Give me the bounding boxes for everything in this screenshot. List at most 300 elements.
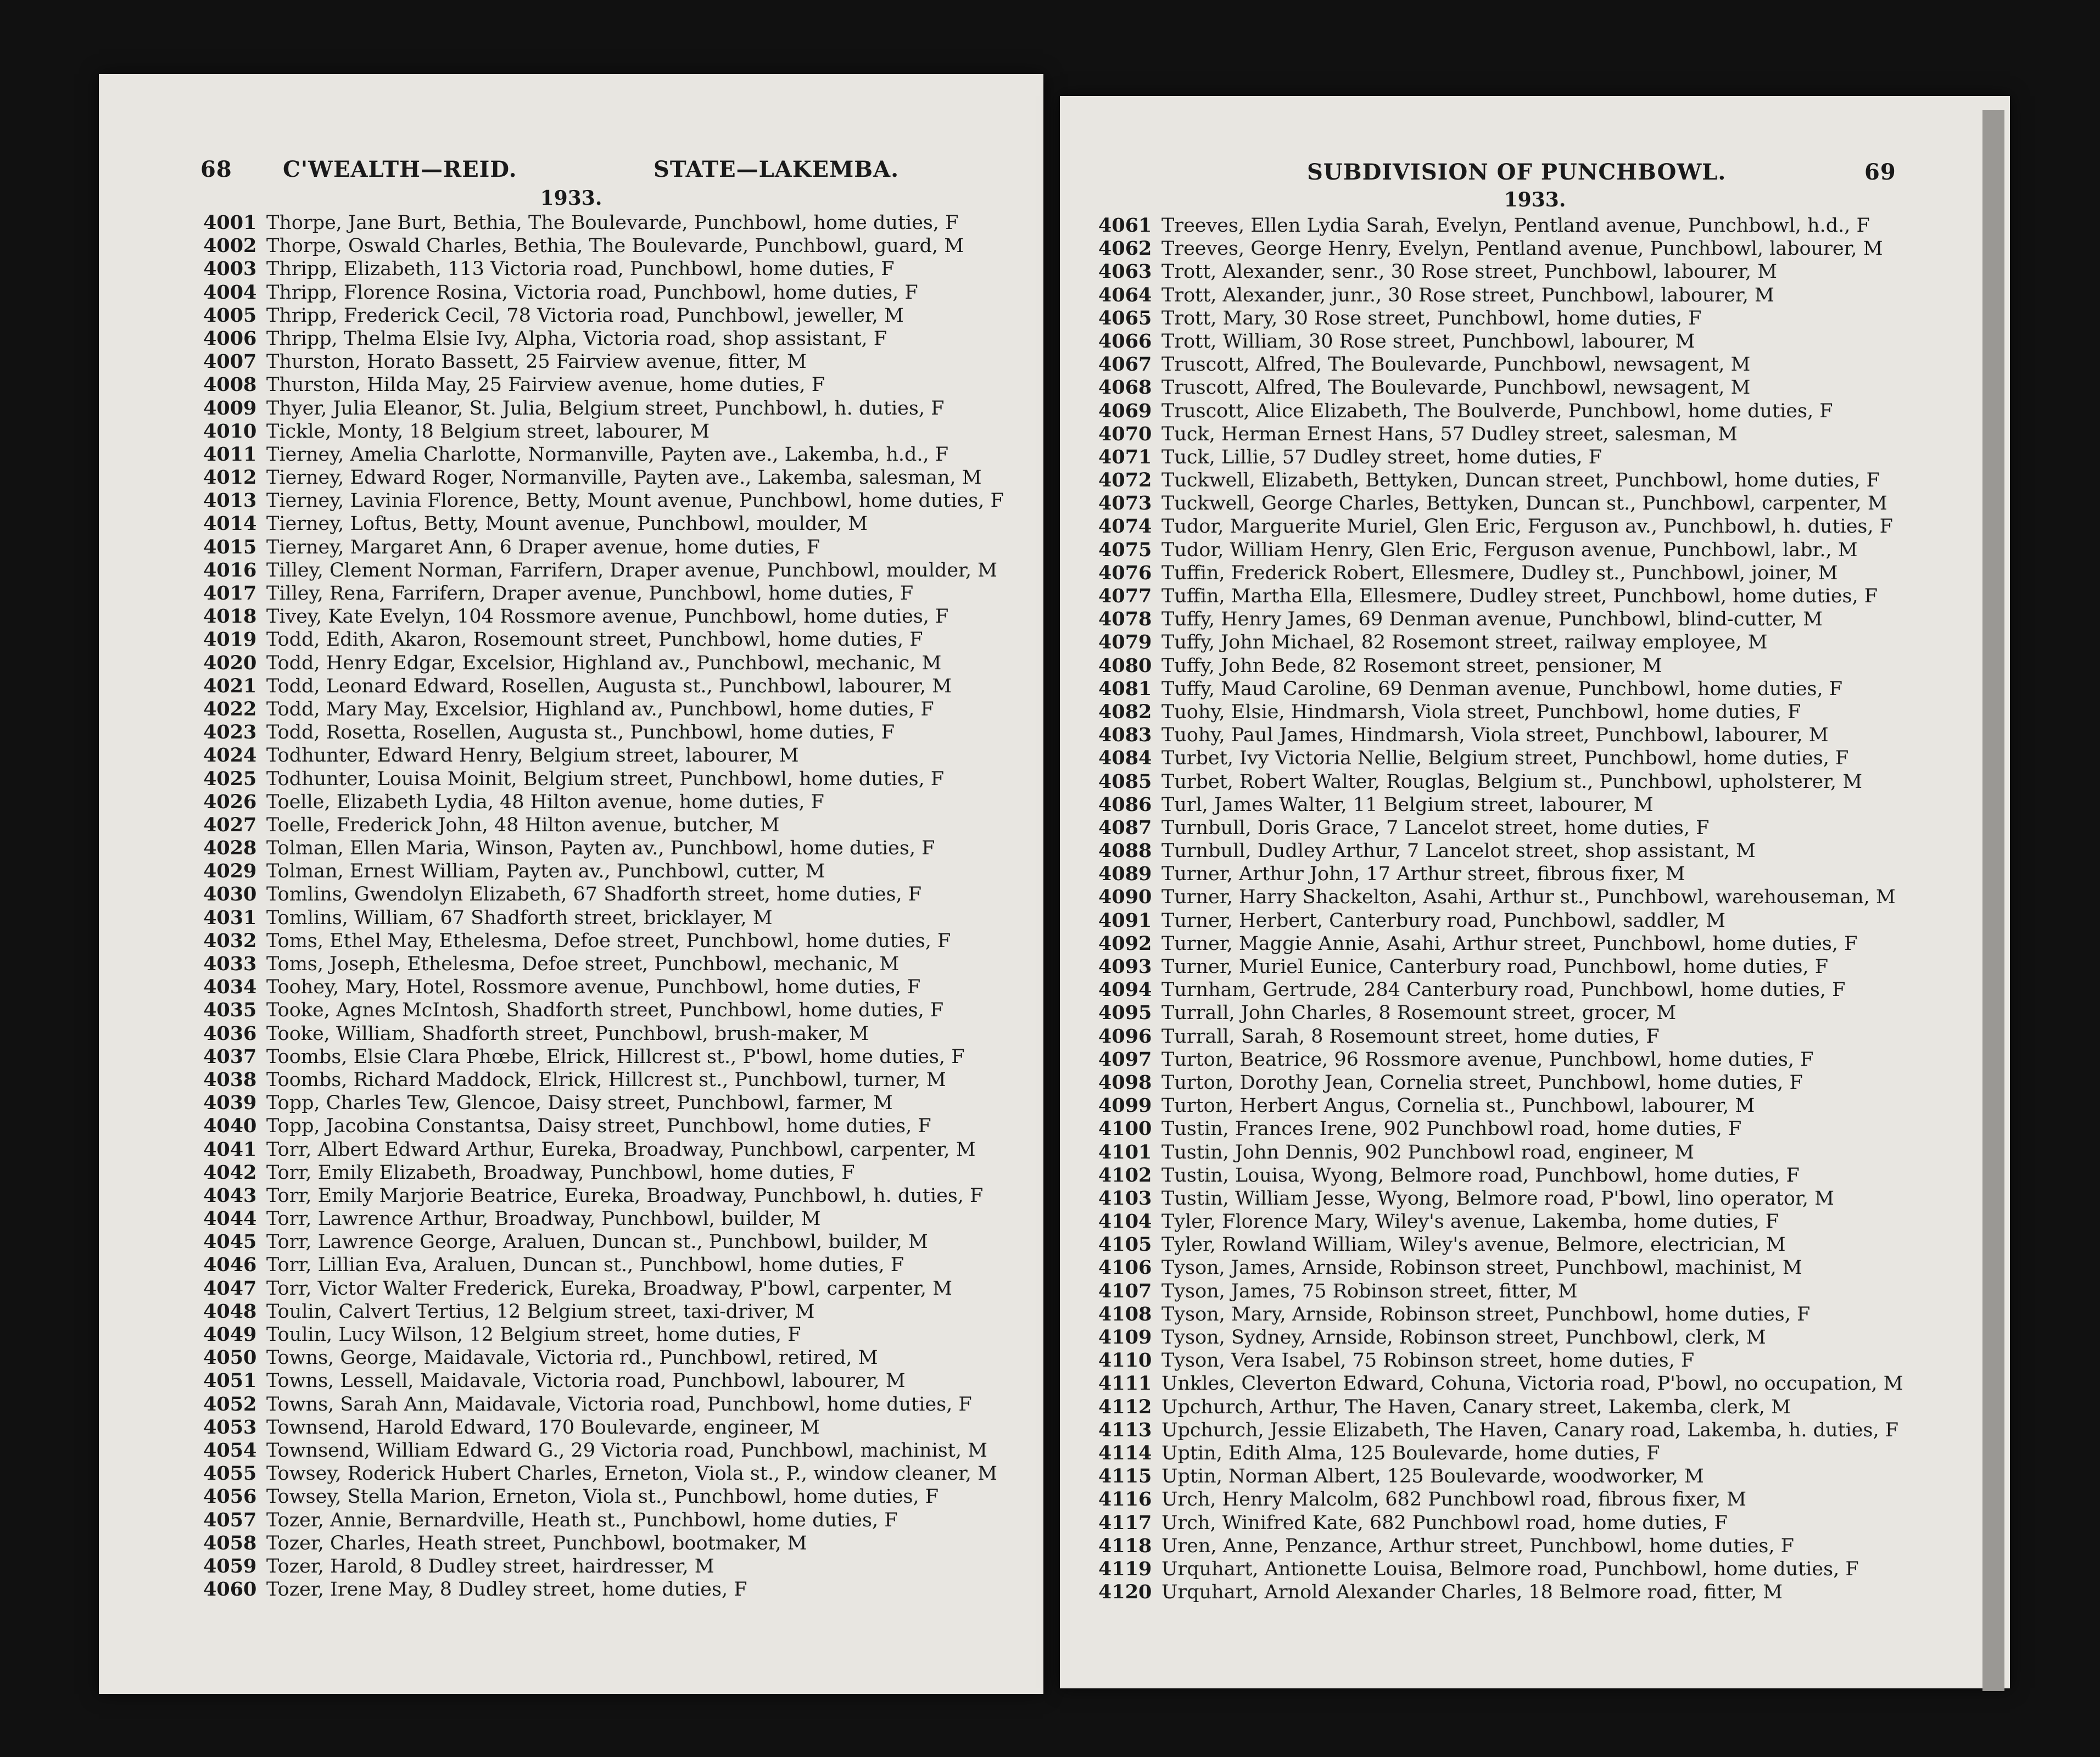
list-item — [1098, 1210, 1999, 1233]
entry-number: 4043 — [203, 1184, 257, 1207]
list-item — [203, 512, 1019, 535]
entry-text: Tozer, Charles, Heath street, Punchbowl, bootmaker, M — [266, 1532, 807, 1554]
entry-number: 4055 — [203, 1462, 257, 1485]
list-item — [1098, 1094, 1999, 1117]
entry-number: 4053 — [203, 1415, 257, 1439]
entry-text: Tuffin, Frederick Robert, Ellesmere, Dudley st., Punchbowl, joiner, M — [1161, 562, 1838, 584]
entry-number: 4056 — [203, 1485, 257, 1508]
list-item — [203, 1300, 1019, 1323]
entry-text: Tolman, Ernest William, Payten av., Punchbowl, cutter, M — [266, 860, 825, 883]
entry-number: 4027 — [203, 813, 257, 836]
entry-number: 4069 — [1098, 399, 1152, 422]
entry-number: 4022 — [203, 697, 257, 720]
list-item — [1098, 1372, 1999, 1395]
list-item — [1098, 1419, 1999, 1442]
entry-text: Thorpe, Jane Burt, Bethia, The Boulevarde, Punchbowl, home duties, F — [266, 212, 959, 234]
list-item — [203, 907, 1019, 930]
list-item — [1098, 214, 1999, 237]
list-item — [1098, 1280, 1999, 1303]
list-item — [203, 234, 1019, 258]
list-item — [203, 930, 1019, 953]
entry-number: 4109 — [1098, 1326, 1152, 1348]
entry-number: 4083 — [1098, 724, 1152, 747]
list-item — [1098, 1535, 1999, 1558]
entry-text: Tierney, Lavinia Florence, Betty, Mount avenue, Punchbowl, home duties, F — [266, 490, 1004, 512]
list-item — [203, 304, 1019, 327]
list-item — [203, 1115, 1019, 1138]
entry-number: 4072 — [1098, 469, 1152, 492]
entry-text: Thurston, Hilda May, 25 Fairview avenue, home duties, F — [266, 374, 825, 396]
list-item — [1098, 376, 1999, 399]
list-item — [203, 1068, 1019, 1092]
header-right: STATE—LAKEMBA. — [654, 156, 900, 182]
entry-text: Tyson, James, 75 Robinson street, fitter, M — [1161, 1280, 1578, 1302]
entry-text: Toohey, Mary, Hotel, Rossmore avenue, Punchbowl, home duties, F — [266, 976, 921, 999]
entry-text: Townsend, William Edward G., 29 Victoria road, Punchbowl, machinist, M — [266, 1439, 987, 1462]
entry-text: Torr, Albert Edward Arthur, Eureka, Broadway, Punchbowl, carpenter, M — [266, 1138, 976, 1161]
entry-number: 4054 — [203, 1439, 257, 1462]
list-item — [203, 1369, 1019, 1392]
list-item — [1098, 1233, 1999, 1256]
entry-text: Urquhart, Antionette Louisa, Belmore road, Punchbowl, home duties, F — [1161, 1558, 1859, 1580]
list-item — [203, 536, 1019, 559]
entry-text: Thripp, Frederick Cecil, 78 Victoria road, Punchbowl, jeweller, M — [266, 304, 904, 327]
entry-number: 4082 — [1098, 700, 1152, 723]
entry-number: 4080 — [1098, 654, 1152, 677]
entry-number: 4119 — [1098, 1557, 1152, 1580]
list-item — [1098, 1071, 1999, 1094]
entry-text: Tomlins, Gwendolyn Elizabeth, 67 Shadforth street, home duties, F — [266, 883, 922, 906]
entry-number: 4079 — [1098, 631, 1152, 654]
entry-text: Trott, William, 30 Rose street, Punchbowl, labourer, M — [1161, 330, 1695, 352]
entry-number: 4081 — [1098, 677, 1152, 700]
entry-number: 4034 — [203, 976, 257, 999]
entry-text: Todhunter, Louisa Moinit, Belgium street, Punchbowl, home duties, F — [266, 768, 945, 790]
entry-text: Trott, Mary, 30 Rose street, Punchbowl, home duties, F — [1161, 307, 1702, 329]
entry-number: 4073 — [1098, 492, 1152, 515]
entry-text: Tyler, Florence Mary, Wiley's avenue, Lakemba, home duties, F — [1161, 1211, 1779, 1233]
entry-number: 4075 — [1098, 538, 1152, 561]
list-item — [1098, 1512, 1999, 1535]
header-center: SUBDIVISION OF PUNCHBOWL. — [1307, 159, 1727, 185]
list-item — [1098, 515, 1999, 538]
list-item — [203, 768, 1019, 791]
list-item — [203, 420, 1019, 443]
list-item — [203, 489, 1019, 512]
entry-number: 4070 — [1098, 422, 1152, 445]
entry-text: Tuckwell, Elizabeth, Bettyken, Duncan street, Punchbowl, home duties, F — [1161, 469, 1880, 492]
entry-text: Toelle, Frederick John, 48 Hilton avenue, butcher, M — [266, 814, 780, 836]
list-item — [203, 1485, 1019, 1508]
entry-text: Todhunter, Edward Henry, Belgium street, labourer, M — [266, 745, 799, 767]
entry-number: 4016 — [203, 558, 257, 581]
entry-text: Turrall, John Charles, 8 Rosemount street, grocer, M — [1161, 1002, 1677, 1025]
entry-number: 4091 — [1098, 909, 1152, 932]
list-item — [1098, 469, 1999, 492]
list-item — [203, 1323, 1019, 1346]
entry-text: Tyson, Mary, Arnside, Robinson street, Punchbowl, home duties, F — [1161, 1303, 1811, 1325]
entry-text: Turton, Beatrice, 96 Rossmore avenue, Punchbowl, home duties, F — [1161, 1048, 1814, 1071]
entry-text: Tooke, Agnes McIntosh, Shadforth street, Punchbowl, home duties, F — [266, 999, 944, 1022]
entry-text: Tustin, Frances Irene, 902 Punchbowl road, home duties, F — [1161, 1118, 1742, 1140]
entry-number: 4107 — [1098, 1279, 1152, 1302]
entry-number: 4013 — [203, 489, 257, 512]
entry-text: Thyer, Julia Eleanor, St. Julia, Belgium street, Punchbowl, h. duties, F — [266, 397, 945, 419]
list-item — [1098, 423, 1999, 446]
entry-number: 4062 — [1098, 237, 1152, 260]
entry-number: 4078 — [1098, 608, 1152, 631]
entry-text: Truscott, Alfred, The Boulevarde, Punchbowl, newsagent, M — [1161, 354, 1751, 376]
list-item — [203, 698, 1019, 721]
list-item — [203, 397, 1019, 420]
entry-number: 4030 — [203, 883, 257, 906]
entry-text: Trott, Alexander, senr., 30 Rose street, Punchbowl, labourer, M — [1161, 261, 1778, 283]
entry-number: 4087 — [1098, 816, 1152, 839]
entry-text: Treeves, George Henry, Evelyn, Pentland avenue, Punchbowl, labourer, M — [1161, 238, 1883, 260]
entry-text: Uren, Anne, Penzance, Arthur street, Punchbowl, home duties, F — [1161, 1535, 1794, 1557]
entry-number: 4103 — [1098, 1187, 1152, 1210]
list-item — [1098, 1558, 1999, 1581]
entry-text: Tuohy, Paul James, Hindmarsh, Viola street, Punchbowl, labourer, M — [1161, 724, 1829, 747]
entry-text: Topp, Jacobina Constantsa, Daisy street, Punchbowl, home duties, F — [266, 1115, 931, 1138]
entry-text: Turner, Harry Shackelton, Asahi, Arthur st., Punchbowl, warehouseman, M — [1161, 886, 1896, 909]
entry-text: Tierney, Margaret Ann, 6 Draper avenue, home duties, F — [266, 536, 820, 558]
entry-text: Uptin, Norman Albert, 125 Boulevarde, woodworker, M — [1161, 1465, 1704, 1488]
entry-number: 4051 — [203, 1369, 257, 1392]
list-item — [1098, 585, 1999, 608]
list-item — [203, 744, 1019, 767]
entry-text: Truscott, Alice Elizabeth, The Boulverde, Punchbowl, home duties, F — [1161, 400, 1833, 422]
list-item — [1098, 840, 1999, 863]
entry-text: Tustin, John Dennis, 902 Punchbowl road, engineer, M — [1161, 1141, 1695, 1163]
list-item — [1098, 816, 1999, 840]
entry-text: Torr, Lawrence Arthur, Broadway, Punchbowl, builder, M — [266, 1208, 821, 1230]
list-item — [1098, 1001, 1999, 1025]
list-item — [203, 1230, 1019, 1254]
entry-number: 4047 — [203, 1277, 257, 1300]
entry-text: Tolman, Ellen Maria, Winson, Payten av., Punchbowl, home duties, F — [266, 837, 935, 860]
entry-text: Urquhart, Arnold Alexander Charles, 18 Belmore road, fitter, M — [1161, 1581, 1783, 1604]
entry-number: 4019 — [203, 628, 257, 651]
list-item — [203, 1509, 1019, 1532]
list-item — [203, 373, 1019, 396]
entry-text: Turnbull, Dudley Arthur, 7 Lancelot street, shop assistant, M — [1161, 840, 1756, 863]
list-item — [1098, 1488, 1999, 1511]
list-item — [1098, 978, 1999, 1001]
list-item — [1098, 492, 1999, 515]
list-item — [203, 976, 1019, 999]
list-item — [203, 327, 1019, 350]
entry-number: 4006 — [203, 327, 257, 350]
list-item — [1098, 1349, 1999, 1372]
list-item — [1098, 400, 1999, 423]
left-page — [99, 74, 1043, 1694]
list-item — [1098, 678, 1999, 701]
entry-text: Towns, Lessell, Maidavale, Victoria road, Punchbowl, labourer, M — [266, 1370, 906, 1392]
list-item — [1098, 562, 1999, 585]
list-item — [203, 443, 1019, 466]
entry-text: Treeves, Ellen Lydia Sarah, Evelyn, Pentland avenue, Punchbowl, h.d., F — [1161, 215, 1870, 237]
entry-number: 4061 — [1098, 214, 1152, 237]
list-item — [203, 1462, 1019, 1485]
list-item — [1098, 654, 1999, 678]
entry-text: Towns, George, Maidavale, Victoria rd., Punchbowl, retired, M — [266, 1347, 878, 1369]
entry-number: 4098 — [1098, 1071, 1152, 1094]
list-item — [203, 1416, 1019, 1439]
entry-text: Thorpe, Oswald Charles, Bethia, The Boulevarde, Punchbowl, guard, M — [266, 235, 964, 258]
entry-number: 4100 — [1098, 1117, 1152, 1140]
list-item — [203, 628, 1019, 651]
list-item — [203, 258, 1019, 281]
list-item — [203, 860, 1019, 883]
page-number: 69 — [1864, 159, 1896, 185]
entry-number: 4099 — [1098, 1094, 1152, 1117]
entry-text: Towns, Sarah Ann, Maidavale, Victoria road, Punchbowl, home duties, F — [266, 1393, 972, 1415]
list-item — [1098, 1141, 1999, 1164]
list-item — [203, 559, 1019, 582]
entry-text: Trott, Alexander, junr., 30 Rose street, Punchbowl, labourer, M — [1161, 284, 1774, 306]
entry-number: 4039 — [203, 1092, 257, 1115]
entry-text: Turbet, Robert Walter, Rouglas, Belgium st., Punchbowl, upholsterer, M — [1161, 770, 1863, 793]
entry-number: 4011 — [203, 443, 257, 466]
list-item — [203, 281, 1019, 304]
list-item — [1098, 955, 1999, 978]
list-item — [203, 350, 1019, 373]
entry-number: 4010 — [203, 419, 257, 443]
list-item — [203, 1254, 1019, 1277]
entry-text: Turton, Dorothy Jean, Cornelia street, Punchbowl, home duties, F — [1161, 1071, 1803, 1094]
entry-text: Turner, Muriel Eunice, Canterbury road, Punchbowl, home duties, F — [1161, 956, 1829, 978]
entry-number: 4031 — [203, 906, 257, 929]
list-item — [1098, 608, 1999, 631]
list-item — [203, 1578, 1019, 1601]
entry-number: 4025 — [203, 767, 257, 790]
entry-number: 4045 — [203, 1230, 257, 1254]
entry-number: 4090 — [1098, 886, 1152, 909]
entry-number: 4050 — [203, 1346, 257, 1369]
list-item — [203, 466, 1019, 489]
entry-number: 4032 — [203, 929, 257, 952]
list-item — [1098, 353, 1999, 376]
entry-text: Tuck, Herman Ernest Hans, 57 Dudley street, salesman, M — [1161, 423, 1738, 445]
list-item — [1098, 793, 1999, 816]
entry-number: 4086 — [1098, 793, 1152, 816]
entry-text: Urch, Henry Malcolm, 682 Punchbowl road, fibrous fixer, M — [1161, 1489, 1746, 1511]
entry-number: 4101 — [1098, 1140, 1152, 1163]
list-item — [1098, 909, 1999, 932]
entry-text: Turton, Herbert Angus, Cornelia st., Punchbowl, labourer, M — [1161, 1095, 1755, 1117]
entry-text: Turrall, Sarah, 8 Rosemount street, home duties, F — [1161, 1025, 1660, 1048]
entry-number: 4007 — [203, 350, 257, 373]
list-item — [1098, 1187, 1999, 1210]
list-item — [203, 1439, 1019, 1462]
list-item — [1098, 701, 1999, 724]
entry-number: 4115 — [1098, 1465, 1152, 1488]
list-item — [203, 883, 1019, 906]
list-item — [1098, 1117, 1999, 1140]
entry-text: Turnham, Gertrude, 284 Canterbury road, Punchbowl, home duties, F — [1161, 979, 1846, 1001]
list-item — [203, 1045, 1019, 1068]
entry-text: Upchurch, Arthur, The Haven, Canary street, Lakemba, clerk, M — [1161, 1396, 1791, 1418]
entry-number: 4018 — [203, 605, 257, 628]
list-item — [1098, 307, 1999, 330]
entry-list — [1098, 214, 1999, 1604]
entry-number: 4059 — [203, 1554, 257, 1577]
list-item — [203, 1346, 1019, 1369]
entry-number: 4113 — [1098, 1418, 1152, 1441]
entry-text: Tickle, Monty, 18 Belgium street, labourer, M — [266, 420, 710, 443]
list-item — [1098, 1048, 1999, 1071]
entry-number: 4002 — [203, 234, 257, 258]
entry-text: Towsey, Stella Marion, Erneton, Viola st., Punchbowl, home duties, F — [266, 1486, 939, 1508]
list-item — [1098, 446, 1999, 469]
entry-number: 4116 — [1098, 1488, 1152, 1511]
page-number: 68 — [200, 156, 232, 182]
entry-number: 4049 — [203, 1323, 257, 1346]
entry-number: 4042 — [203, 1161, 257, 1184]
entry-number: 4057 — [203, 1508, 257, 1531]
list-item — [1098, 886, 1999, 909]
entry-text: Urch, Winifred Kate, 682 Punchbowl road, home duties, F — [1161, 1512, 1728, 1534]
entry-number: 4033 — [203, 953, 257, 975]
entry-text: Tilley, Rena, Farrifern, Draper avenue, Punchbowl, home duties, F — [266, 583, 914, 605]
entry-number: 4038 — [203, 1068, 257, 1091]
entry-text: Tyson, James, Arnside, Robinson street, Punchbowl, machinist, M — [1161, 1257, 1802, 1279]
entry-number: 4005 — [203, 304, 257, 327]
entry-text: Tooke, William, Shadforth street, Punchbowl, brush-maker, M — [266, 1022, 869, 1045]
list-item — [1098, 932, 1999, 955]
entry-text: Torr, Lawrence George, Araluen, Duncan st., Punchbowl, builder, M — [266, 1231, 928, 1254]
entry-number: 4066 — [1098, 329, 1152, 352]
entry-number: 4071 — [1098, 445, 1152, 468]
right-page — [1060, 96, 2010, 1688]
list-item — [203, 652, 1019, 675]
entry-text: Todd, Leonard Edward, Rosellen, Augusta st., Punchbowl, labourer, M — [266, 675, 952, 697]
entry-text: Todd, Mary May, Excelsior, Highland av., Punchbowl, home duties, F — [266, 698, 934, 720]
entry-number: 4017 — [203, 582, 257, 605]
year-label: 1933. — [1504, 188, 1566, 211]
entry-text: Tuck, Lillie, 57 Dudley street, home duties, F — [1161, 446, 1602, 468]
entry-text: Todd, Rosetta, Rosellen, Augusta st., Punchbowl, home duties, F — [266, 721, 895, 744]
entry-number: 4085 — [1098, 770, 1152, 793]
entry-number: 4092 — [1098, 932, 1152, 955]
entry-text: Tozer, Irene May, 8 Dudley street, home duties, F — [266, 1579, 747, 1601]
entry-number: 4044 — [203, 1207, 257, 1230]
entry-text: Tierney, Amelia Charlotte, Normanville, Payten ave., Lakemba, h.d., F — [266, 443, 949, 466]
list-item — [1098, 539, 1999, 562]
entry-text: Torr, Lillian Eva, Araluen, Duncan st., Punchbowl, home duties, F — [266, 1254, 904, 1277]
entry-text: Tivey, Kate Evelyn, 104 Rossmore avenue, Punchbowl, home duties, F — [266, 606, 949, 628]
list-item — [1098, 724, 1999, 747]
list-item — [203, 814, 1019, 837]
entry-text: Toulin, Lucy Wilson, 12 Belgium street, home duties, F — [266, 1324, 801, 1346]
entry-text: Tudor, Marguerite Muriel, Glen Eric, Ferguson av., Punchbowl, h. duties, F — [1161, 516, 1893, 538]
entry-number: 4096 — [1098, 1025, 1152, 1048]
entry-text: Thripp, Florence Rosina, Victoria road, Punchbowl, home duties, F — [266, 281, 918, 304]
entry-text: Tilley, Clement Norman, Farrifern, Draper avenue, Punchbowl, moulder, M — [266, 559, 998, 581]
entry-number: 4058 — [203, 1531, 257, 1554]
entry-number: 4041 — [203, 1138, 257, 1161]
list-item — [203, 1138, 1019, 1161]
entry-number: 4097 — [1098, 1048, 1152, 1071]
list-item — [203, 582, 1019, 605]
entry-number: 4009 — [203, 396, 257, 419]
entry-text: Townsend, Harold Edward, 170 Boulevarde, engineer, M — [266, 1416, 820, 1439]
year-label: 1933. — [540, 187, 602, 210]
entry-number: 4046 — [203, 1254, 257, 1277]
entry-number: 4024 — [203, 744, 257, 767]
entry-number: 4029 — [203, 860, 257, 883]
entry-number: 4037 — [203, 1045, 257, 1068]
entry-number: 4068 — [1098, 376, 1152, 399]
entry-number: 4040 — [203, 1115, 257, 1138]
entry-number: 4023 — [203, 721, 257, 744]
entry-number: 4012 — [203, 466, 257, 489]
entry-number: 4004 — [203, 281, 257, 304]
list-item — [203, 1555, 1019, 1578]
list-item — [203, 675, 1019, 698]
entry-text: Tuohy, Elsie, Hindmarsh, Viola street, Punchbowl, home duties, F — [1161, 701, 1801, 723]
entry-number: 4117 — [1098, 1511, 1152, 1534]
entry-text: Tuffy, John Bede, 82 Rosemont street, pensioner, M — [1161, 654, 1662, 677]
list-item — [1098, 237, 1999, 260]
entry-number: 4089 — [1098, 863, 1152, 886]
list-item — [1098, 330, 1999, 353]
entry-text: Tuffy, John Michael, 82 Rosemont street, railway employee, M — [1161, 631, 1768, 654]
entry-number: 4067 — [1098, 353, 1152, 376]
entry-text: Tyson, Sydney, Arnside, Robinson street, Punchbowl, clerk, M — [1161, 1327, 1766, 1348]
list-item — [203, 1532, 1019, 1555]
entry-number: 4028 — [203, 837, 257, 860]
list-item — [203, 791, 1019, 814]
entry-number: 4111 — [1098, 1372, 1152, 1395]
entry-number: 4035 — [203, 999, 257, 1022]
entry-number: 4114 — [1098, 1441, 1152, 1464]
entry-text: Tomlins, William, 67 Shadforth street, bricklayer, M — [266, 907, 773, 929]
book-binding-edge — [1982, 110, 2004, 1691]
entry-text: Thripp, Elizabeth, 113 Victoria road, Punchbowl, home duties, F — [266, 258, 895, 281]
entry-number: 4088 — [1098, 840, 1152, 863]
entry-text: Turnbull, Doris Grace, 7 Lancelot street, home duties, F — [1161, 816, 1710, 839]
right-page-header — [1060, 159, 2010, 192]
entry-number: 4077 — [1098, 585, 1152, 607]
list-item — [203, 605, 1019, 628]
list-item — [203, 837, 1019, 860]
entry-number: 4118 — [1098, 1534, 1152, 1557]
entry-text: Torr, Emily Elizabeth, Broadway, Punchbowl, home duties, F — [266, 1161, 855, 1184]
entry-number: 4110 — [1098, 1349, 1152, 1372]
entry-number: 4052 — [203, 1392, 257, 1415]
entry-number: 4094 — [1098, 978, 1152, 1001]
entry-number: 4014 — [203, 512, 257, 535]
entry-number: 4036 — [203, 1022, 257, 1045]
entry-text: Turner, Herbert, Canterbury road, Punchbowl, saddler, M — [1161, 909, 1725, 932]
entry-number: 4048 — [203, 1300, 257, 1323]
list-item — [1098, 863, 1999, 886]
entry-text: Toulin, Calvert Tertius, 12 Belgium street, taxi-driver, M — [266, 1300, 815, 1323]
entry-text: Todd, Edith, Akaron, Rosemount street, Punchbowl, home duties, F — [266, 629, 923, 651]
list-item — [1098, 770, 1999, 793]
entry-text: Turl, James Walter, 11 Belgium street, labourer, M — [1161, 793, 1654, 816]
entry-text: Uptin, Edith Alma, 125 Boulevarde, home duties, F — [1161, 1442, 1660, 1464]
list-item — [1098, 1442, 1999, 1465]
entry-number: 4021 — [203, 674, 257, 697]
entry-number: 4064 — [1098, 283, 1152, 306]
entry-text: Tuffy, Maud Caroline, 69 Denman avenue, Punchbowl, home duties, F — [1161, 678, 1843, 700]
entry-text: Todd, Henry Edgar, Excelsior, Highland av., Punchbowl, mechanic, M — [266, 652, 942, 674]
list-item — [203, 1207, 1019, 1230]
entry-text: Tuffy, Henry James, 69 Denman avenue, Punchbowl, blind-cutter, M — [1161, 608, 1823, 631]
